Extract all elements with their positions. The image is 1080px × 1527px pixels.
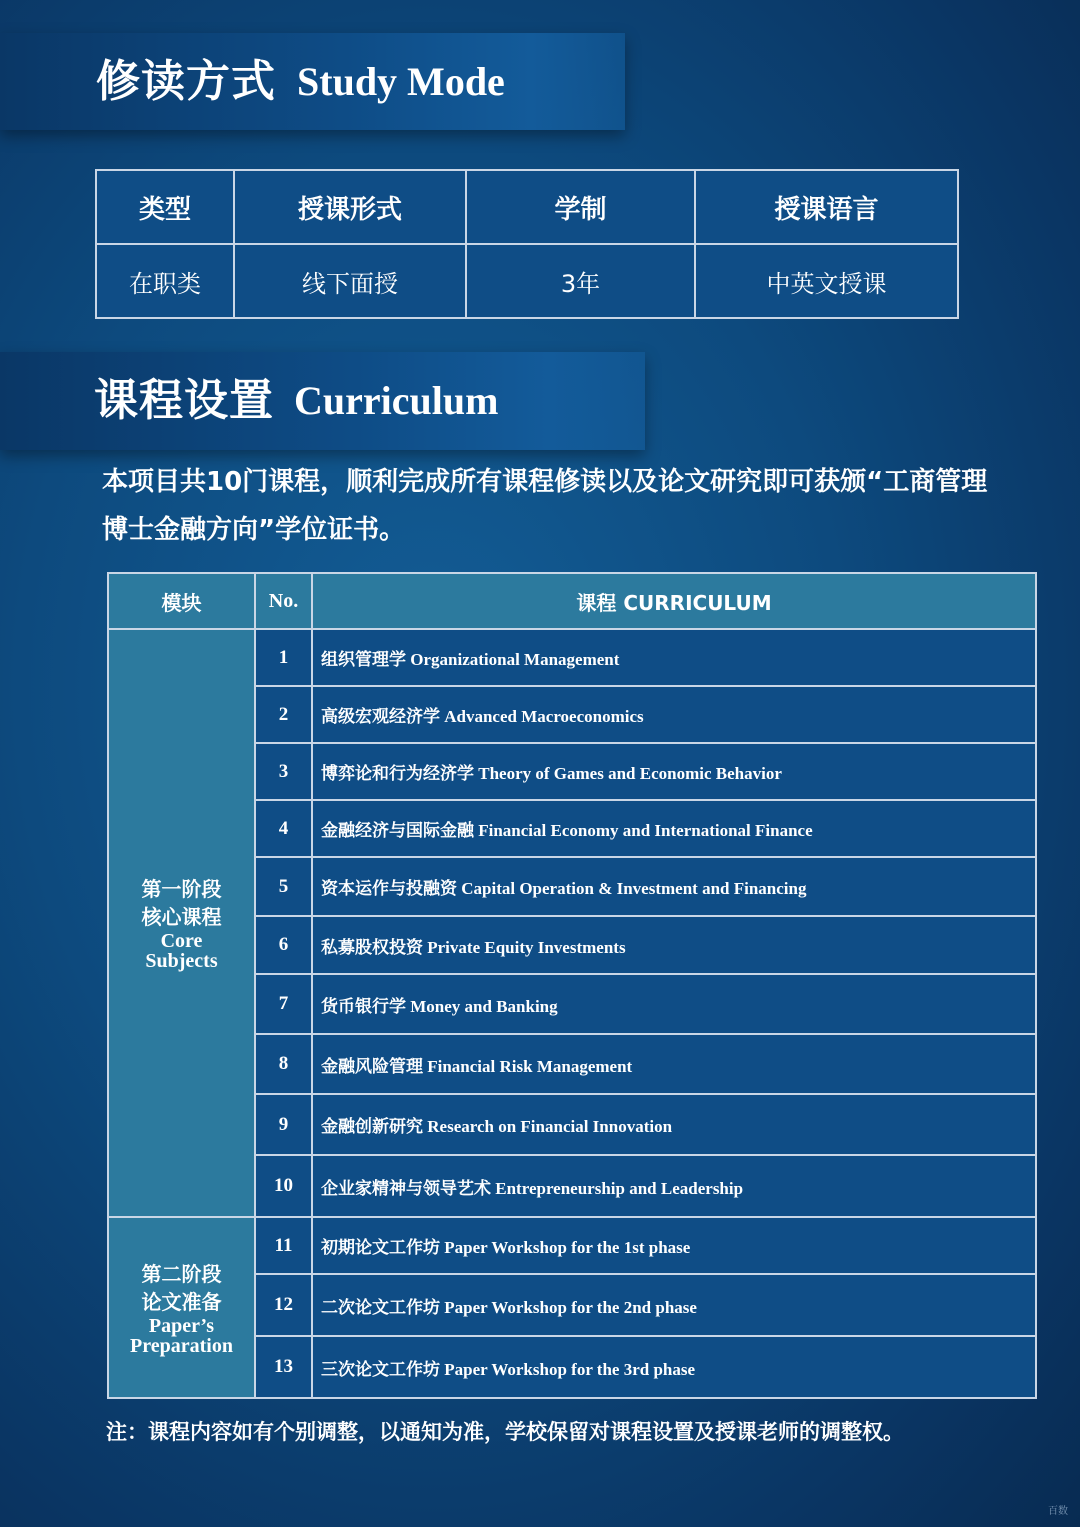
- module-core: [109, 630, 254, 1216]
- curriculum-title-zh: 课程设置: [94, 375, 274, 426]
- module-paper-name: 论文准备: [141, 1289, 222, 1314]
- course-no: 7: [256, 975, 311, 1033]
- module-core-en1: Core: [160, 930, 203, 952]
- course-no: 6: [256, 917, 311, 973]
- header-type: 类型: [97, 171, 233, 243]
- course-name: 博弈论和行为经济学 Theory of Games and Economic Behavior: [313, 744, 1035, 799]
- course-name: 企业家精神与领导艺术 Entrepreneurship and Leadership: [313, 1156, 1035, 1216]
- table-row: [109, 1218, 1035, 1273]
- course-name: 二次论文工作坊 Paper Workshop for the 2nd phase: [313, 1275, 1035, 1335]
- module-core-name: 核心课程: [141, 905, 222, 929]
- header-course: 课程 CURRICULUM: [313, 574, 1035, 628]
- curriculum-table: [107, 572, 1037, 1399]
- header-duration: 学制: [467, 171, 694, 243]
- header-no: No.: [256, 574, 311, 628]
- course-name: 初期论文工作坊 Paper Workshop for the 1st phase: [313, 1218, 1035, 1273]
- module-paper-en1: Paper’s: [148, 1314, 215, 1337]
- study-mode-table: [95, 169, 959, 319]
- study-mode-value-row: [97, 245, 957, 317]
- value-language: 中英文授课: [696, 245, 957, 317]
- course-name: 组织管理学 Organizational Management: [313, 630, 1035, 685]
- watermark: 百数: [1048, 1506, 1068, 1517]
- table-row: [109, 630, 1035, 685]
- module-core-en2: Subjects: [145, 950, 218, 972]
- curriculum-banner: [0, 352, 645, 450]
- curriculum-description: 本项目共10门课程，顺利完成所有课程修读以及论文研究即可获颁“工商管理博士金融方向”学位证书。: [102, 467, 988, 545]
- course-name: 三次论文工作坊 Paper Workshop for the 3rd phase: [313, 1337, 1035, 1397]
- study-mode-banner: [0, 33, 625, 130]
- course-no: 10: [256, 1156, 311, 1216]
- course-no: 12: [256, 1275, 311, 1335]
- study-mode-header-row: [97, 171, 957, 243]
- course-name: 金融风险管理 Financial Risk Management: [313, 1035, 1035, 1093]
- header-module: 模块: [109, 574, 254, 628]
- value-type: 在职类: [97, 245, 233, 317]
- study-mode-title-en: Study Mode: [297, 59, 505, 104]
- module-core-phase: 第一阶段: [141, 877, 222, 901]
- module-paper: [109, 1218, 254, 1397]
- course-no: 2: [256, 687, 311, 742]
- course-no: 5: [256, 858, 311, 915]
- course-no: 11: [256, 1218, 311, 1273]
- module-paper-phase: 第二阶段: [141, 1261, 222, 1286]
- course-no: 4: [256, 801, 311, 856]
- course-name: 高级宏观经济学 Advanced Macroeconomics: [313, 687, 1035, 742]
- study-mode-title-zh: 修读方式: [96, 56, 276, 107]
- curriculum-note: 注：课程内容如有个别调整，以通知为准，学校保留对课程设置及授课老师的调整权。: [106, 1420, 904, 1444]
- course-no: 3: [256, 744, 311, 799]
- curriculum-header-row: [109, 574, 1035, 628]
- course-name: 资本运作与投融资 Capital Operation & Investment and Financing: [313, 858, 1035, 915]
- course-no: 13: [256, 1337, 311, 1397]
- header-format: 授课形式: [235, 171, 465, 243]
- value-duration: 3年: [467, 245, 694, 317]
- header-language: 授课语言: [696, 171, 957, 243]
- course-no: 1: [256, 630, 311, 685]
- value-format: 线下面授: [235, 245, 465, 317]
- module-paper-en2: Preparation: [130, 1334, 233, 1357]
- curriculum-title-en: Curriculum: [294, 378, 499, 423]
- course-name: 货币银行学 Money and Banking: [313, 975, 1035, 1033]
- course-no: 8: [256, 1035, 311, 1093]
- course-no: 9: [256, 1095, 311, 1154]
- course-name: 金融创新研究 Research on Financial Innovation: [313, 1095, 1035, 1154]
- course-name: 私募股权投资 Private Equity Investments: [313, 917, 1035, 973]
- course-name: 金融经济与国际金融 Financial Economy and International Finance: [313, 801, 1035, 856]
